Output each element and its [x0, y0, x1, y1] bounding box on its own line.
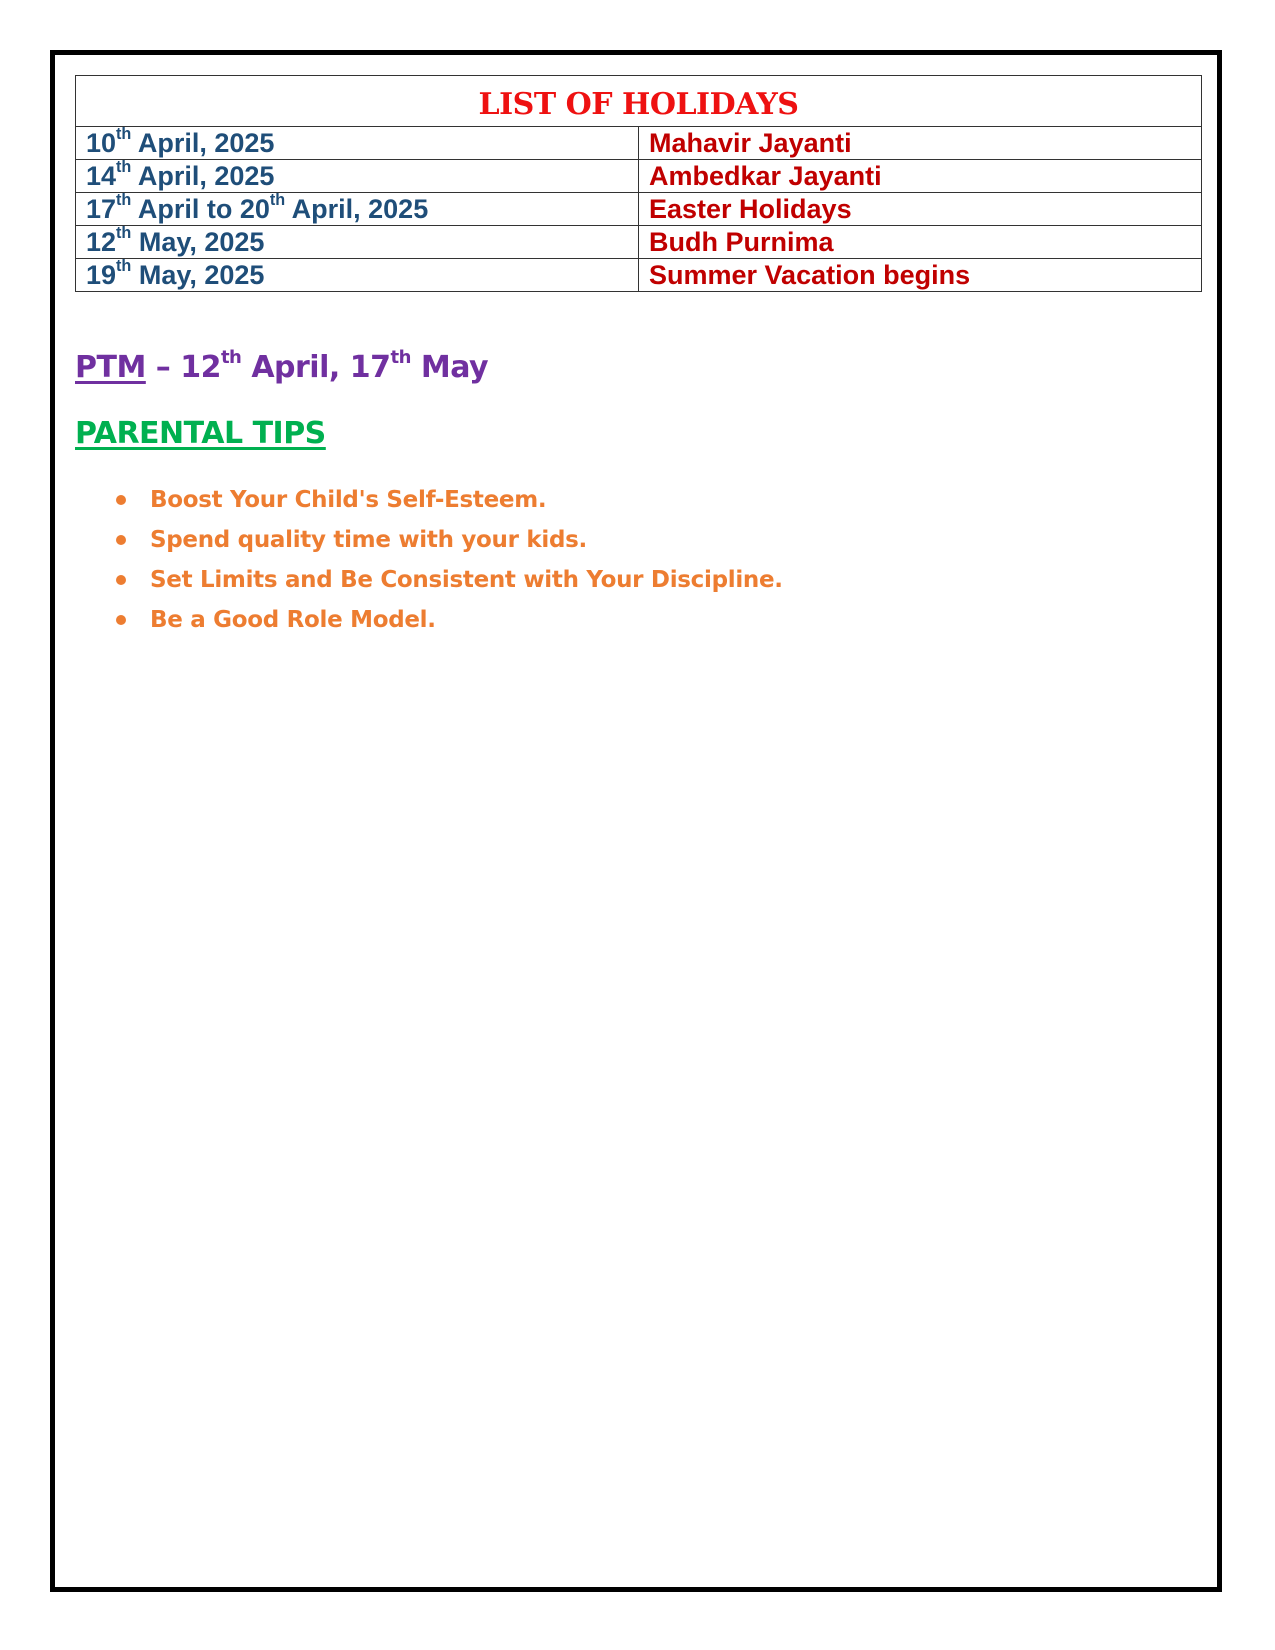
bullet-icon [116, 615, 126, 625]
parental-tips-heading: PARENTAL TIPS [75, 416, 326, 451]
ptm-label: PTM [75, 350, 146, 385]
table-row [76, 193, 1202, 226]
holiday-table-title: LIST OF HOLIDAYS [76, 76, 1202, 127]
holiday-date: 19th May, 2025 [76, 259, 639, 292]
bullet-icon [116, 575, 126, 585]
holiday-date: 12th May, 2025 [76, 226, 639, 259]
list-item: Spend quality time with your kids. [110, 520, 783, 560]
table-row [76, 226, 1202, 259]
table-row [76, 160, 1202, 193]
holiday-date: 10th April, 2025 [76, 127, 639, 160]
holiday-table [75, 75, 1202, 292]
list-item: Be a Good Role Model. [110, 600, 783, 640]
holiday-date: 17th April to 20th April, 2025 [76, 193, 639, 226]
holiday-table-header [76, 76, 1202, 127]
holiday-name: Easter Holidays [639, 193, 1202, 226]
holiday-name: Ambedkar Jayanti [639, 160, 1202, 193]
holiday-name: Mahavir Jayanti [639, 127, 1202, 160]
table-row [76, 127, 1202, 160]
bullet-icon [116, 495, 126, 505]
holiday-name: Budh Purnima [639, 226, 1202, 259]
bullet-icon [116, 535, 126, 545]
holiday-name: Summer Vacation begins [639, 259, 1202, 292]
table-row [76, 259, 1202, 292]
holiday-date: 14th April, 2025 [76, 160, 639, 193]
list-item: Boost Your Child's Self-Esteem. [110, 480, 783, 520]
ptm-dates: PTM – 12th April, 17th May [75, 347, 489, 385]
parental-tips-list [110, 480, 783, 640]
list-item: Set Limits and Be Consistent with Your Discipline. [110, 560, 783, 600]
